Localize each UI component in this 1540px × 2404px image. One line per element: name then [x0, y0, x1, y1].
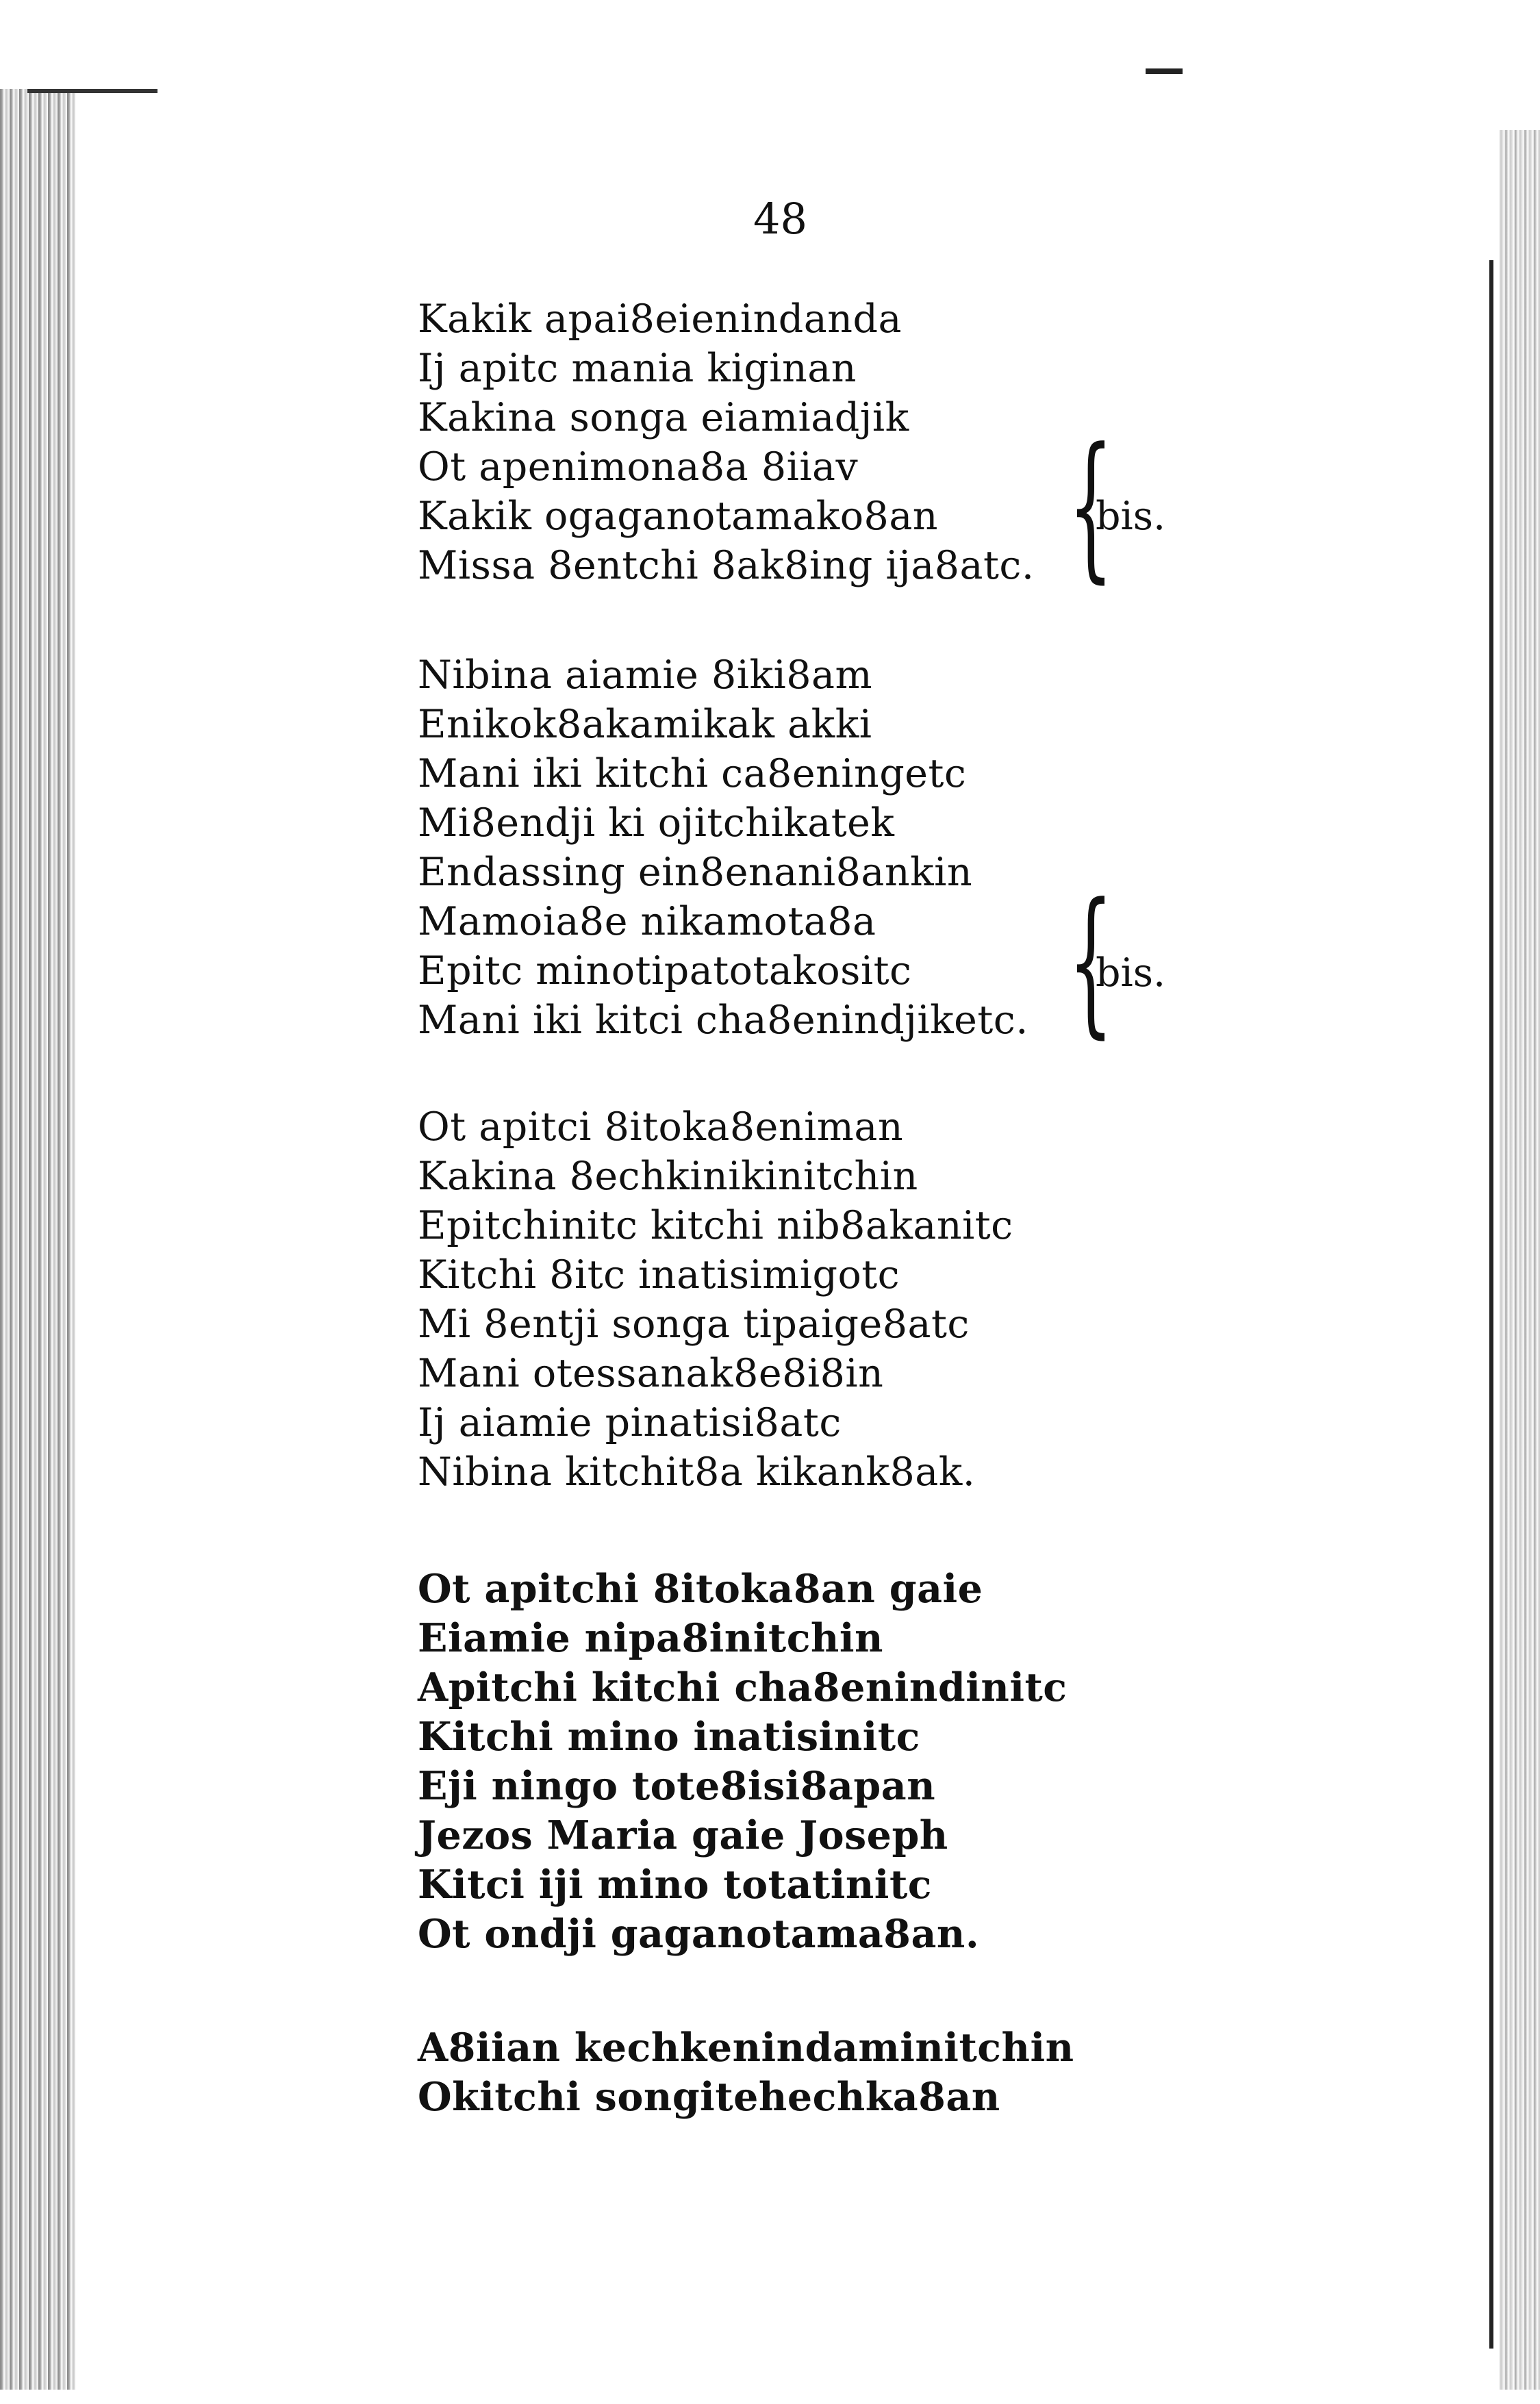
verse-line: Eiamie nipa8initchin [418, 1615, 883, 1661]
left-edge-mark [27, 89, 157, 93]
refrain-brace: { [1068, 870, 1113, 1053]
verse-line: Nibina kitchit8a kikank8ak. [418, 1450, 976, 1495]
verse-line: A8iian kechkenindaminitchin [418, 2025, 1074, 2071]
verse-line: Ot apitci 8itoka8eniman [418, 1104, 904, 1150]
verse-line: Ij apitc mania kiginan [418, 346, 857, 391]
verse-line: Ot apenimona8a 8iiav [418, 444, 859, 490]
stanza-3 [418, 1102, 1308, 1497]
right-edge-line [1489, 260, 1493, 2349]
verse-line: Ot apitchi 8itoka8an gaie [418, 1566, 983, 1612]
right-page-edge [1499, 130, 1540, 2390]
refrain-marker: bis. [1096, 950, 1166, 996]
verse-line: Okitchi songitehechka8an [418, 2074, 1000, 2120]
stanza-2 [418, 650, 1308, 1053]
verse-line: Kitchi 8itc inatisimigotc [418, 1252, 900, 1298]
verse-line: Mani otessanak8e8i8in [418, 1351, 884, 1396]
stanza-5 [418, 2023, 1308, 2122]
verse-line: Apitchi kitchi cha8enindinitc [418, 1665, 1068, 1710]
verse-line: Mani iki kitci cha8enindjiketc. [418, 998, 1028, 1043]
verse-line: Jezos Maria gaie Joseph [418, 1812, 948, 1858]
page-number: 48 [753, 194, 807, 244]
verse-line: Ij aiamie pinatisi8atc [418, 1400, 842, 1445]
verse-line: Mi 8entji songa tipaige8atc [418, 1302, 970, 1347]
stanza-4 [418, 1565, 1308, 1959]
stanza-1 [418, 294, 1308, 598]
verse-line: Endassing ein8enani8ankin [418, 850, 973, 895]
refrain-brace: { [1068, 415, 1113, 598]
verse-line: Mamoia8e nikamota8a [418, 899, 876, 944]
verse-line: Epitc minotipatotakositc [418, 948, 912, 994]
verse-line: Kakik apai8eienindanda [418, 296, 902, 342]
verse-line: Kakina songa eiamiadjik [418, 395, 909, 440]
verse-line: Enikok8akamikak akki [418, 702, 872, 747]
verse-line: Missa 8entchi 8ak8ing ija8atc. [418, 543, 1035, 588]
top-dash-mark [1146, 68, 1183, 74]
verse-line: Kakik ogaganotamako8an [418, 494, 939, 539]
verse-line: Epitchinitc kitchi nib8akanitc [418, 1203, 1013, 1248]
left-page-edge [0, 89, 75, 2390]
verse-line: Eji ningo tote8isi8apan [418, 1763, 936, 1809]
verse-line: Mani iki kitchi ca8eningetc [418, 751, 967, 796]
refrain-marker: bis. [1096, 494, 1166, 539]
verse-line: Mi8endji ki ojitchikatek [418, 800, 895, 846]
verse-line: Kakina 8echkinikinitchin [418, 1154, 918, 1199]
verse-line: Ot ondji gaganotama8an. [418, 1911, 980, 1957]
verse-line: Nibina aiamie 8iki8am [418, 653, 873, 698]
verse-line: Kitci iji mino totatinitc [418, 1862, 932, 1908]
verse-line: Kitchi mino inatisinitc [418, 1714, 920, 1760]
